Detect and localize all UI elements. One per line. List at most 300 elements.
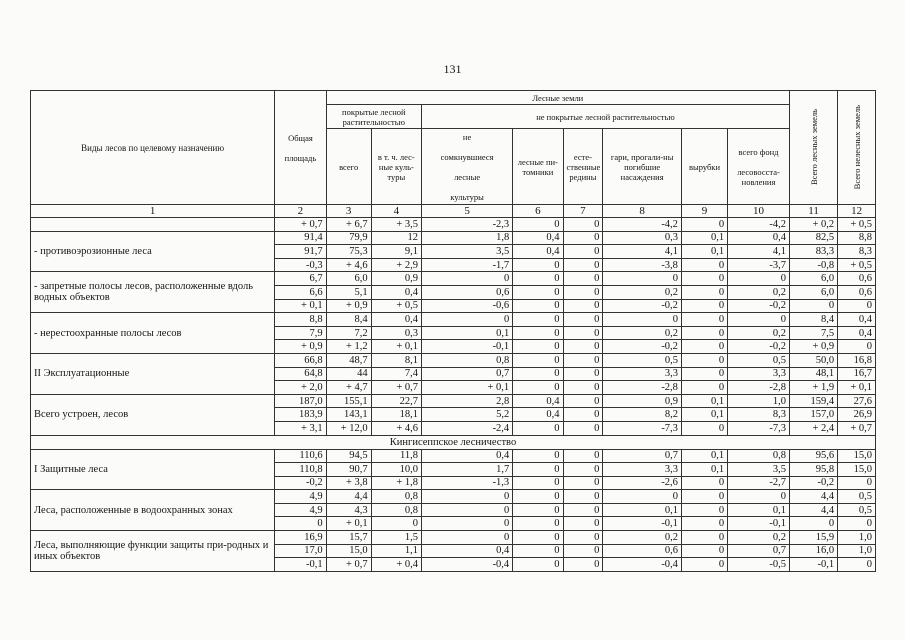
table-cell: + 0,1 — [371, 340, 421, 354]
table-cell: 110,8 — [275, 463, 326, 477]
table-cell: 15,0 — [326, 544, 371, 558]
table-cell: 8,8 — [275, 313, 326, 327]
table-cell: + 3,8 — [326, 476, 371, 490]
table-cell: 0 — [563, 381, 603, 395]
table-cell: 0 — [681, 503, 727, 517]
col-number: 11 — [789, 205, 837, 218]
col-number: 7 — [563, 205, 603, 218]
section-heading-body — [31, 435, 876, 449]
table-cell: 6,7 — [275, 272, 326, 286]
table-cell: 0 — [563, 353, 603, 367]
table-cell: 0,6 — [838, 285, 876, 299]
table-cell: 0 — [275, 517, 326, 531]
table-cell: 7,9 — [275, 326, 326, 340]
table-cell: 44 — [326, 367, 371, 381]
col-number: 10 — [728, 205, 790, 218]
table-cell: 6,0 — [326, 272, 371, 286]
table-cell: 4,1 — [603, 245, 682, 259]
column-numbers-row — [31, 205, 876, 218]
table-cell: 75,3 — [326, 245, 371, 259]
table-cell: 0,4 — [421, 449, 512, 463]
table-cell: -3,7 — [728, 258, 790, 272]
table-cell: -0,1 — [789, 558, 837, 572]
header-total-nonforest: Всего нелесных земель — [838, 91, 876, 205]
table-cell: -0,4 — [603, 558, 682, 572]
table-cell: 50,0 — [789, 353, 837, 367]
table-cell: -0,2 — [603, 340, 682, 354]
table-cell: + 4,6 — [371, 421, 421, 435]
header-total-forest: Всего лесных земель — [789, 91, 837, 205]
table-cell: + 0,7 — [326, 558, 371, 572]
table-cell: 0 — [421, 503, 512, 517]
table-cell: 0,8 — [371, 503, 421, 517]
table-cell: 15,0 — [838, 449, 876, 463]
table-cell: 0 — [681, 476, 727, 490]
table-cell: 8,2 — [603, 408, 682, 422]
table-cell: 0 — [513, 285, 563, 299]
table-cell: 8,4 — [789, 313, 837, 327]
table-cell: 95,6 — [789, 449, 837, 463]
table-cell: 95,8 — [789, 463, 837, 477]
table-cell: 0,1 — [681, 463, 727, 477]
table-row — [31, 449, 876, 463]
table-cell: 8,4 — [326, 313, 371, 327]
table-cell: 6,6 — [275, 285, 326, 299]
table-cell: 0,7 — [603, 449, 682, 463]
table-cell: 8,1 — [371, 353, 421, 367]
table-cell: 5,1 — [326, 285, 371, 299]
table-cell: 0,5 — [838, 490, 876, 504]
table-cell: 0,5 — [838, 503, 876, 517]
col-number: 8 — [603, 205, 682, 218]
table-cell: + 6,7 — [326, 218, 371, 232]
table-cell: 0 — [513, 531, 563, 545]
table-cell: 3,3 — [728, 367, 790, 381]
table-cell: + 0,5 — [371, 299, 421, 313]
header-not-covered: не покрытые лесной растительностью — [421, 105, 789, 129]
table-cell: + 4,7 — [326, 381, 371, 395]
table-cell: 0 — [563, 326, 603, 340]
table-cell: 0 — [371, 517, 421, 531]
table-cell: 0 — [513, 381, 563, 395]
table-cell: 0 — [681, 326, 727, 340]
table-cell: 0 — [681, 285, 727, 299]
table-cell: 4,9 — [275, 503, 326, 517]
table-cell: 0,1 — [421, 326, 512, 340]
row-category-name: - нерестоохранные полосы лесов — [31, 313, 275, 354]
table-cell: 0,4 — [371, 285, 421, 299]
table-cell: 0 — [563, 544, 603, 558]
section-title: Кингисеппское лесничество — [31, 435, 876, 449]
table-cell: 0,4 — [513, 408, 563, 422]
table-cell: 0 — [838, 299, 876, 313]
table-cell: 11,8 — [371, 449, 421, 463]
table-cell: 0 — [838, 340, 876, 354]
table-cell: 0 — [563, 299, 603, 313]
table-cell: 48,7 — [326, 353, 371, 367]
table-cell: -0,3 — [275, 258, 326, 272]
header-natural: есте-ственные редины — [563, 129, 603, 205]
table-cell: 0,1 — [681, 449, 727, 463]
table-cell: 0 — [838, 558, 876, 572]
table-cell: 0 — [513, 313, 563, 327]
table-cell: 22,7 — [371, 394, 421, 408]
table-cell: 0 — [563, 558, 603, 572]
col-number: 4 — [371, 205, 421, 218]
table-cell: 0 — [563, 285, 603, 299]
table-cell: 110,6 — [275, 449, 326, 463]
table-cell: 0 — [513, 490, 563, 504]
table-cell: 9,1 — [371, 245, 421, 259]
col-number: 6 — [513, 205, 563, 218]
table-cell: 0,4 — [728, 231, 790, 245]
table-row — [31, 531, 876, 545]
table-cell: 0 — [513, 544, 563, 558]
table-cell: 155,1 — [326, 394, 371, 408]
header-unclosed: не сомкнувшиеся лесные культуры — [421, 129, 512, 205]
table-cell: 0 — [681, 517, 727, 531]
table-cell: + 0,9 — [789, 340, 837, 354]
table-cell: + 0,7 — [275, 218, 326, 232]
table-cell: + 0,2 — [789, 218, 837, 232]
table-cell: -0,2 — [728, 340, 790, 354]
table-cell: + 0,1 — [421, 381, 512, 395]
table-cell: -0,6 — [421, 299, 512, 313]
table-cell: 1,8 — [421, 231, 512, 245]
table-cell: 1,1 — [371, 544, 421, 558]
table-cell: + 0,5 — [838, 258, 876, 272]
table-cell: 17,0 — [275, 544, 326, 558]
table-cell: -0,1 — [421, 340, 512, 354]
table-cell: 0 — [513, 463, 563, 477]
table-cell: + 1,9 — [789, 381, 837, 395]
table-cell: 0,2 — [728, 326, 790, 340]
table-row — [31, 353, 876, 367]
table-cell: 0 — [513, 449, 563, 463]
table-cell: 0 — [563, 340, 603, 354]
table-cell: 0 — [563, 394, 603, 408]
table-cell: 0,1 — [681, 245, 727, 259]
table-cell: + 0,5 — [838, 218, 876, 232]
table-cell: + 3,5 — [371, 218, 421, 232]
table-cell: 8,3 — [838, 245, 876, 259]
table-cell: 0,1 — [728, 503, 790, 517]
header-total: всего — [326, 129, 371, 205]
header-total-area: Общая площадь — [275, 91, 326, 205]
table-cell: -0,2 — [275, 476, 326, 490]
table-cell: 0 — [789, 517, 837, 531]
table-cell: 64,8 — [275, 367, 326, 381]
table-cell: + 2,4 — [789, 421, 837, 435]
table-cell: 3,5 — [728, 463, 790, 477]
table-cell: -2,8 — [603, 381, 682, 395]
table-cell: -0,5 — [728, 558, 790, 572]
table-cell: 0 — [421, 313, 512, 327]
table-cell: 5,2 — [421, 408, 512, 422]
table-cell: 0,2 — [728, 285, 790, 299]
table-cell: -2,4 — [421, 421, 512, 435]
table-cell: 0,1 — [681, 408, 727, 422]
table-cell: 16,7 — [838, 367, 876, 381]
col-number: 2 — [275, 205, 326, 218]
table-cell: 3,3 — [603, 367, 682, 381]
forest-area-table — [30, 90, 876, 572]
table-cell: 0 — [681, 353, 727, 367]
table-cell: 0,8 — [421, 353, 512, 367]
table-cell: 26,9 — [838, 408, 876, 422]
table-cell: 0,4 — [838, 313, 876, 327]
table-cell: 0 — [513, 503, 563, 517]
table-cell: 0 — [838, 476, 876, 490]
table-cell: 0 — [421, 272, 512, 286]
table-cell: 4,4 — [789, 490, 837, 504]
table-cell: 0 — [513, 272, 563, 286]
table-cell: + 0,7 — [371, 381, 421, 395]
row-category-name: Всего устроен, лесов — [31, 394, 275, 435]
table-cell: 1,0 — [838, 531, 876, 545]
table-cell: -0,2 — [603, 299, 682, 313]
table-cell: 4,1 — [728, 245, 790, 259]
table-cell: 4,4 — [326, 490, 371, 504]
table-row — [31, 490, 876, 504]
table-cell: + 0,4 — [371, 558, 421, 572]
table-cell: 0 — [513, 558, 563, 572]
table-cell: 0 — [728, 272, 790, 286]
table-cell: 0 — [513, 340, 563, 354]
table-cell: 0,3 — [603, 231, 682, 245]
table-cell: 0 — [563, 272, 603, 286]
table-cell: 18,1 — [371, 408, 421, 422]
table-cell: 0,4 — [513, 394, 563, 408]
table-cell: 0 — [603, 490, 682, 504]
table-cell: 0 — [681, 490, 727, 504]
table-body-part-2 — [31, 449, 876, 571]
table-cell: 1,7 — [421, 463, 512, 477]
table-cell: + 1,8 — [371, 476, 421, 490]
table-cell: + 4,6 — [326, 258, 371, 272]
table-cell: -0,1 — [275, 558, 326, 572]
table-cell: 0 — [563, 231, 603, 245]
table-cell: 48,1 — [789, 367, 837, 381]
table-cell: 7,2 — [326, 326, 371, 340]
table-cell: -4,2 — [728, 218, 790, 232]
table-cell: 3,3 — [603, 463, 682, 477]
table-cell: 0,4 — [421, 544, 512, 558]
table-row — [31, 394, 876, 408]
table-cell: + 0,1 — [275, 299, 326, 313]
table-cell: -7,3 — [728, 421, 790, 435]
table-cell: 0 — [838, 517, 876, 531]
table-cell: 3,5 — [421, 245, 512, 259]
table-cell: 0 — [603, 272, 682, 286]
table-cell: 0 — [563, 258, 603, 272]
table-cell: + 2,9 — [371, 258, 421, 272]
table-cell: 0 — [681, 340, 727, 354]
table-cell: -0,2 — [789, 476, 837, 490]
table-cell: -2,3 — [421, 218, 512, 232]
table-cell: 0 — [681, 381, 727, 395]
table-cell: + 2,0 — [275, 381, 326, 395]
table-cell: 0 — [563, 503, 603, 517]
table-cell: -7,3 — [603, 421, 682, 435]
table-cell: + 0,1 — [838, 381, 876, 395]
table-cell: 0,7 — [728, 544, 790, 558]
table-cell: 90,7 — [326, 463, 371, 477]
table-cell: 7,4 — [371, 367, 421, 381]
table-cell: 4,4 — [789, 503, 837, 517]
table-cell: 0 — [681, 367, 727, 381]
table-body-part-1 — [31, 218, 876, 436]
table-cell: 0 — [789, 299, 837, 313]
table-cell: + 12,0 — [326, 421, 371, 435]
table-cell: 0 — [563, 218, 603, 232]
table-cell: 0,1 — [603, 503, 682, 517]
table-cell: -1,7 — [421, 258, 512, 272]
table-cell: 0 — [681, 218, 727, 232]
table-cell: + 1,2 — [326, 340, 371, 354]
table-cell: 1,5 — [371, 531, 421, 545]
table-cell: + 3,1 — [275, 421, 326, 435]
table-cell: 0 — [513, 517, 563, 531]
table-cell: 0 — [681, 558, 727, 572]
table-cell: 82,5 — [789, 231, 837, 245]
table-cell: 15,0 — [838, 463, 876, 477]
col-number: 1 — [31, 205, 275, 218]
table-cell: 0 — [728, 490, 790, 504]
table-cell: + 0,9 — [326, 299, 371, 313]
table-cell: 143,1 — [326, 408, 371, 422]
table-cell: 0 — [563, 517, 603, 531]
table-cell: 15,7 — [326, 531, 371, 545]
table-cell: 0,6 — [421, 285, 512, 299]
table-cell: 0 — [563, 449, 603, 463]
table-cell: 16,8 — [838, 353, 876, 367]
table-cell: -1,3 — [421, 476, 512, 490]
page-number: 131 — [443, 62, 462, 76]
table-cell: 7,5 — [789, 326, 837, 340]
table-cell: 0 — [563, 367, 603, 381]
table-cell: 0 — [563, 421, 603, 435]
table-cell: + 0,9 — [275, 340, 326, 354]
table-cell: 16,0 — [789, 544, 837, 558]
table-cell: 66,8 — [275, 353, 326, 367]
table-cell: 83,3 — [789, 245, 837, 259]
table-cell: 0 — [421, 490, 512, 504]
header-category: Виды лесов по целевому назначению — [31, 91, 275, 205]
col-number: 3 — [326, 205, 371, 218]
table-cell: 4,3 — [326, 503, 371, 517]
table-cell: -3,8 — [603, 258, 682, 272]
table-cell: 16,9 — [275, 531, 326, 545]
table-cell: 8,3 — [728, 408, 790, 422]
table-cell: 15,9 — [789, 531, 837, 545]
table-cell: -2,6 — [603, 476, 682, 490]
table-cell: 0 — [513, 353, 563, 367]
table-cell: 157,0 — [789, 408, 837, 422]
table-cell: -0,1 — [603, 517, 682, 531]
table-cell: 0 — [681, 313, 727, 327]
table-cell: -0,2 — [728, 299, 790, 313]
table-cell: 159,4 — [789, 394, 837, 408]
table-cell: 0 — [681, 272, 727, 286]
table-cell: 0,4 — [838, 326, 876, 340]
table-cell: 0,8 — [728, 449, 790, 463]
table-cell: 0 — [421, 531, 512, 545]
table-cell: 183,9 — [275, 408, 326, 422]
table-cell: 1,0 — [728, 394, 790, 408]
row-category-name: - противоэрозионные леса — [31, 231, 275, 272]
table-cell: 0 — [513, 299, 563, 313]
row-category-name: - запретные полосы лесов, расположенные вдоль водных объектов — [31, 272, 275, 313]
table-cell: 94,5 — [326, 449, 371, 463]
table-cell: 91,4 — [275, 231, 326, 245]
table-cell: 0 — [563, 463, 603, 477]
table-cell: 1,0 — [838, 544, 876, 558]
table-cell: 0 — [421, 517, 512, 531]
table-cell: 0,4 — [371, 313, 421, 327]
row-category-name: Леса, расположенные в водоохранных зонах — [31, 490, 275, 531]
header-crops: в т. ч. лес-ные куль-туры — [371, 129, 421, 205]
table-cell: 0 — [563, 531, 603, 545]
table-cell: 0 — [513, 258, 563, 272]
table-cell: 0 — [563, 476, 603, 490]
table-cell: 8,8 — [838, 231, 876, 245]
table-row — [31, 231, 876, 245]
col-number: 9 — [681, 205, 727, 218]
table-cell: 0 — [513, 326, 563, 340]
table-cell: -4,2 — [603, 218, 682, 232]
table-cell: 6,0 — [789, 285, 837, 299]
col-number: 5 — [421, 205, 512, 218]
table-cell: 0,4 — [513, 245, 563, 259]
table-cell: 0,7 — [421, 367, 512, 381]
table-cell: 0 — [681, 258, 727, 272]
col-number: 12 — [838, 205, 876, 218]
header-cuttings: вырубки — [681, 129, 727, 205]
header-covered: покрытые лесной растительностью — [326, 105, 421, 129]
header-nurseries: лесные пи-томники — [513, 129, 563, 205]
table-cell: 79,9 — [326, 231, 371, 245]
table-cell: 0,1 — [681, 394, 727, 408]
table-cell: + 0,7 — [838, 421, 876, 435]
table-cell: 91,7 — [275, 245, 326, 259]
table-cell: 0 — [513, 367, 563, 381]
table-cell: -0,4 — [421, 558, 512, 572]
table-cell: -2,8 — [728, 381, 790, 395]
table-cell: 0,5 — [728, 353, 790, 367]
table-cell: 6,0 — [789, 272, 837, 286]
table-cell: 0,6 — [603, 544, 682, 558]
table-row — [31, 218, 876, 232]
table-cell: + 0,1 — [326, 517, 371, 531]
table-cell: 0 — [563, 490, 603, 504]
table-cell: 0 — [513, 421, 563, 435]
header-forest-lands: Лесные земли — [326, 91, 789, 105]
row-category-name: II Эксплуатационные — [31, 353, 275, 394]
table-cell: -2,7 — [728, 476, 790, 490]
table-cell: 0 — [603, 313, 682, 327]
table-cell: 0,3 — [371, 326, 421, 340]
table-cell: 0,9 — [371, 272, 421, 286]
table-cell: 27,6 — [838, 394, 876, 408]
table-cell: 0,2 — [603, 326, 682, 340]
table-cell: 0,9 — [603, 394, 682, 408]
table-cell: 0 — [681, 299, 727, 313]
table-cell: -0,1 — [728, 517, 790, 531]
row-category-name — [31, 218, 275, 232]
table-cell: 0 — [681, 544, 727, 558]
table-cell: 0 — [728, 313, 790, 327]
